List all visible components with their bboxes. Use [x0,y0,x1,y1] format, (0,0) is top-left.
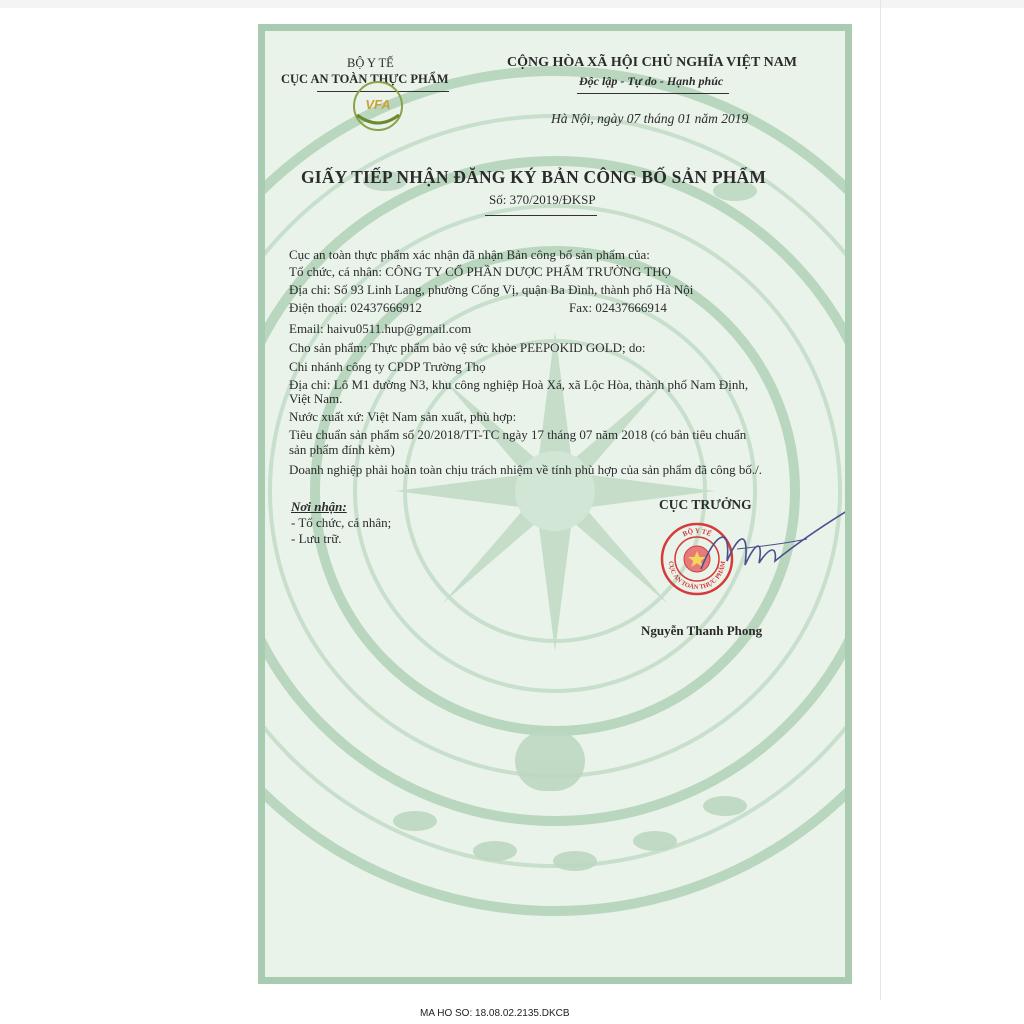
issue-date: Hà Nội, ngày 07 tháng 01 năm 2019 [551,111,749,126]
ministry-name: BỘ Y TẾ [347,56,394,70]
page-edge [880,0,881,1000]
logo-text: VFA [365,97,391,112]
body-intro: Cục an toàn thực phẩm xác nhận đã nhận Bản công bố sản phẩm của: [289,247,650,262]
title-underline [485,215,597,216]
recipient-item: - Tổ chức, cá nhân; [291,515,392,530]
body-producer: Chi nhánh công ty CPDP Trường Thọ [289,359,486,374]
body-phone: Điện thoại: 02437666912 [289,300,422,315]
document-title: GIẤY TIẾP NHẬN ĐĂNG KÝ BẢN CÔNG BỐ SẢN PHẨM [301,167,767,187]
handwritten-signature [697,509,845,579]
agency-name: CỤC AN TOÀN THỰC PHẨM [281,72,449,86]
signer-name: Nguyễn Thanh Phong [641,623,763,638]
certificate-document [258,24,852,984]
recipients-title: Nơi nhận: [291,499,347,514]
top-strip [0,0,1024,8]
certificate-paper [265,31,845,977]
body-address: Địa chỉ: Số 93 Linh Lang, phường Cống Vị, quận Ba Đình, thành phố Hà Nội [289,282,694,297]
country-name: CỘNG HÒA XÃ HỘI CHỦ NGHĨA VIỆT NAM [507,55,798,70]
document-number: Số: 370/2019/ĐKSP [489,192,596,207]
body-fax: Fax: 02437666914 [569,300,667,315]
body-producer-address-cont: Việt Nam. [289,391,343,406]
stamp-top-text: BỘ Y TẾ [681,526,713,539]
body-product: Cho sản phẩm: Thực phẩm bảo vệ sức khỏe PEEPOKID GOLD; do: [289,340,646,355]
record-code: MA HO SO: 18.08.02.2135.DKCB [420,1008,570,1019]
body-responsibility: Doanh nghiệp phải hoàn toàn chịu trách nhiệm về tính phù hợp của sản phẩm đã công bố./. [289,462,762,477]
body-producer-address: Địa chỉ: Lô M1 đường N3, khu công nghiệp Hoà Xá, xã Lộc Hòa, thành phố Nam Định, [289,377,749,392]
body-origin: Nước xuất xứ: Việt Nam sản xuất, phù hợp: [289,409,517,424]
national-motto: Độc lập - Tự do - Hạnh phúc [579,74,724,88]
motto-underline [577,93,729,94]
body-standard: Tiêu chuẩn sản phẩm số 20/2018/TT-TC ngày 17 tháng 07 năm 2018 (có bản tiêu chuẩn [289,427,747,442]
signer-position: CỤC TRƯỞNG [659,497,752,512]
stamp-bottom-text: CỤC AN TOÀN THỰC PHẨM [666,560,728,592]
recipient-item: - Lưu trữ. [291,531,342,546]
vfa-logo [345,79,411,133]
body-organization: Tổ chức, cá nhân: CÔNG TY CỔ PHẦN DƯỢC PHẨM TRƯỜNG THỌ [289,264,672,279]
body-email: Email: haivu0511.hup@gmail.com [289,321,472,336]
body-standard-cont: sản phẩm đính kèm) [289,442,395,457]
